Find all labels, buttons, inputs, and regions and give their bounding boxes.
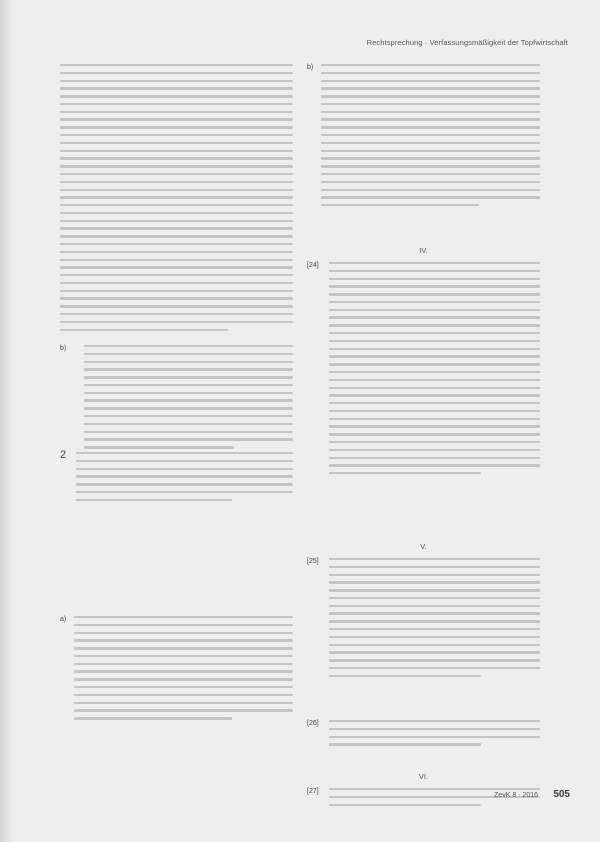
text-line [321, 173, 540, 175]
text-line [329, 348, 540, 350]
paragraph-marker: b) [60, 345, 67, 352]
text-line [60, 251, 293, 253]
text-line [60, 126, 293, 128]
text-line [329, 433, 540, 435]
text-line [321, 87, 540, 89]
text-line [329, 355, 540, 357]
text-line [321, 150, 540, 152]
text-line [84, 431, 293, 433]
text-line [60, 189, 293, 191]
text-line [60, 157, 293, 159]
text-line [74, 632, 293, 634]
text-line [76, 491, 293, 493]
page-number: 505 [553, 789, 570, 800]
text-line [60, 329, 228, 331]
text-line [84, 361, 293, 363]
paragraph-marker: [27] [307, 788, 319, 795]
text-line [329, 675, 481, 677]
text-line [321, 72, 540, 74]
text-line [321, 134, 540, 136]
text-line [321, 95, 540, 97]
text-line [76, 483, 293, 485]
text-line [60, 235, 293, 237]
text-line [76, 499, 232, 501]
text-line [329, 457, 540, 459]
text-line [329, 402, 540, 404]
text-line [329, 371, 540, 373]
text-line [329, 636, 540, 638]
text-line [329, 728, 540, 730]
text-line [84, 376, 293, 378]
paragraph-text [60, 452, 293, 506]
text-line [84, 415, 293, 417]
text-line [74, 709, 293, 711]
text-line [60, 72, 293, 74]
text-line [329, 410, 540, 412]
text-line [329, 379, 540, 381]
text-line [60, 173, 293, 175]
text-line [60, 313, 293, 315]
text-line [60, 87, 293, 89]
paragraph-text [307, 558, 540, 683]
paragraph-marker: 2 [60, 449, 67, 461]
text-line [329, 332, 540, 334]
paragraph-marker: [26] [307, 720, 319, 727]
paragraph-marker: [24] [307, 262, 319, 269]
binding-shadow [0, 0, 14, 842]
journal-reference: ZevK 8 · 2016 [494, 792, 538, 799]
text-line [74, 663, 293, 665]
text-line [329, 301, 540, 303]
running-header: Rechtsprechung · Verfassungsmäßigkeit der Topfwirtschaft [366, 38, 568, 47]
text-line [329, 418, 540, 420]
text-line [84, 353, 293, 355]
text-line [321, 204, 479, 206]
text-line [329, 316, 540, 318]
text-line [84, 446, 234, 448]
text-line [76, 452, 293, 454]
text-line [74, 686, 293, 688]
text-line [84, 399, 293, 401]
text-line [329, 278, 540, 280]
text-line [74, 702, 293, 704]
text-line [84, 345, 293, 347]
text-line [329, 574, 540, 576]
text-line [60, 142, 293, 144]
text-line [74, 694, 293, 696]
text-line [76, 468, 293, 470]
text-line [60, 220, 293, 222]
text-line [329, 324, 540, 326]
text-line [329, 651, 540, 653]
text-line [321, 111, 540, 113]
section-heading: V. [420, 542, 427, 551]
text-line [76, 460, 293, 462]
text-line [74, 647, 293, 649]
text-line [60, 212, 293, 214]
text-line [60, 204, 293, 206]
text-line [60, 181, 293, 183]
text-line [84, 423, 293, 425]
paragraph-text [307, 720, 540, 751]
paragraph-text [60, 64, 293, 336]
text-line [329, 589, 540, 591]
text-line [60, 266, 293, 268]
text-line [321, 64, 540, 66]
text-line [74, 678, 293, 680]
paragraph-marker: b) [307, 64, 314, 71]
text-line [329, 644, 540, 646]
text-line [60, 111, 293, 113]
text-line [60, 103, 293, 105]
text-line [321, 103, 540, 105]
text-line [60, 259, 293, 261]
text-line [60, 282, 293, 284]
text-line [329, 628, 540, 630]
text-line [60, 95, 293, 97]
section-heading: IV. [419, 246, 428, 255]
text-line [329, 667, 540, 669]
text-line [329, 441, 540, 443]
text-line [321, 181, 540, 183]
text-line [84, 392, 293, 394]
text-line [329, 309, 540, 311]
text-line [60, 274, 293, 276]
text-line [74, 655, 293, 657]
text-line [74, 639, 293, 641]
paragraph-text [307, 262, 540, 480]
text-line [329, 449, 540, 451]
text-line [329, 736, 540, 738]
paragraph-marker: a) [60, 616, 67, 623]
text-line [60, 118, 293, 120]
text-line [60, 290, 293, 292]
text-line [321, 165, 540, 167]
text-line [74, 717, 232, 719]
text-line [329, 472, 481, 474]
text-line [329, 659, 540, 661]
text-line [329, 262, 540, 264]
text-line [321, 196, 540, 198]
text-line [60, 165, 293, 167]
text-line [60, 64, 293, 66]
text-line [329, 270, 540, 272]
paragraph-marker: [25] [307, 558, 319, 565]
text-line [60, 227, 293, 229]
text-line [329, 597, 540, 599]
text-line [329, 425, 540, 427]
text-line [329, 558, 540, 560]
text-line [84, 407, 293, 409]
text-line [60, 196, 293, 198]
text-line [321, 126, 540, 128]
text-line [329, 743, 481, 745]
text-line [329, 581, 540, 583]
text-line [329, 804, 481, 806]
text-line [60, 305, 293, 307]
paragraph-text [307, 64, 540, 212]
text-line [321, 157, 540, 159]
text-line [329, 612, 540, 614]
text-line [329, 605, 540, 607]
text-line [60, 297, 293, 299]
text-line [329, 340, 540, 342]
text-line [321, 189, 540, 191]
text-line [60, 150, 293, 152]
text-line [329, 394, 540, 396]
text-line [60, 321, 293, 323]
text-line [74, 670, 293, 672]
text-line [329, 293, 540, 295]
text-line [60, 80, 293, 82]
text-line [84, 384, 293, 386]
text-line [74, 624, 293, 626]
text-line [329, 620, 540, 622]
text-line [60, 134, 293, 136]
text-line [321, 80, 540, 82]
paragraph-text [60, 616, 293, 725]
text-line [76, 475, 293, 477]
text-line [84, 368, 293, 370]
text-line [60, 243, 293, 245]
text-line [84, 438, 293, 440]
text-line [329, 363, 540, 365]
paragraph-text [60, 345, 293, 454]
text-line [321, 118, 540, 120]
section-heading: VI. [418, 772, 429, 781]
text-line [329, 566, 540, 568]
text-line [329, 464, 540, 466]
text-line [74, 616, 293, 618]
text-line [329, 720, 540, 722]
text-line [329, 387, 540, 389]
text-line [329, 285, 540, 287]
text-line [329, 788, 540, 790]
text-line [321, 142, 540, 144]
